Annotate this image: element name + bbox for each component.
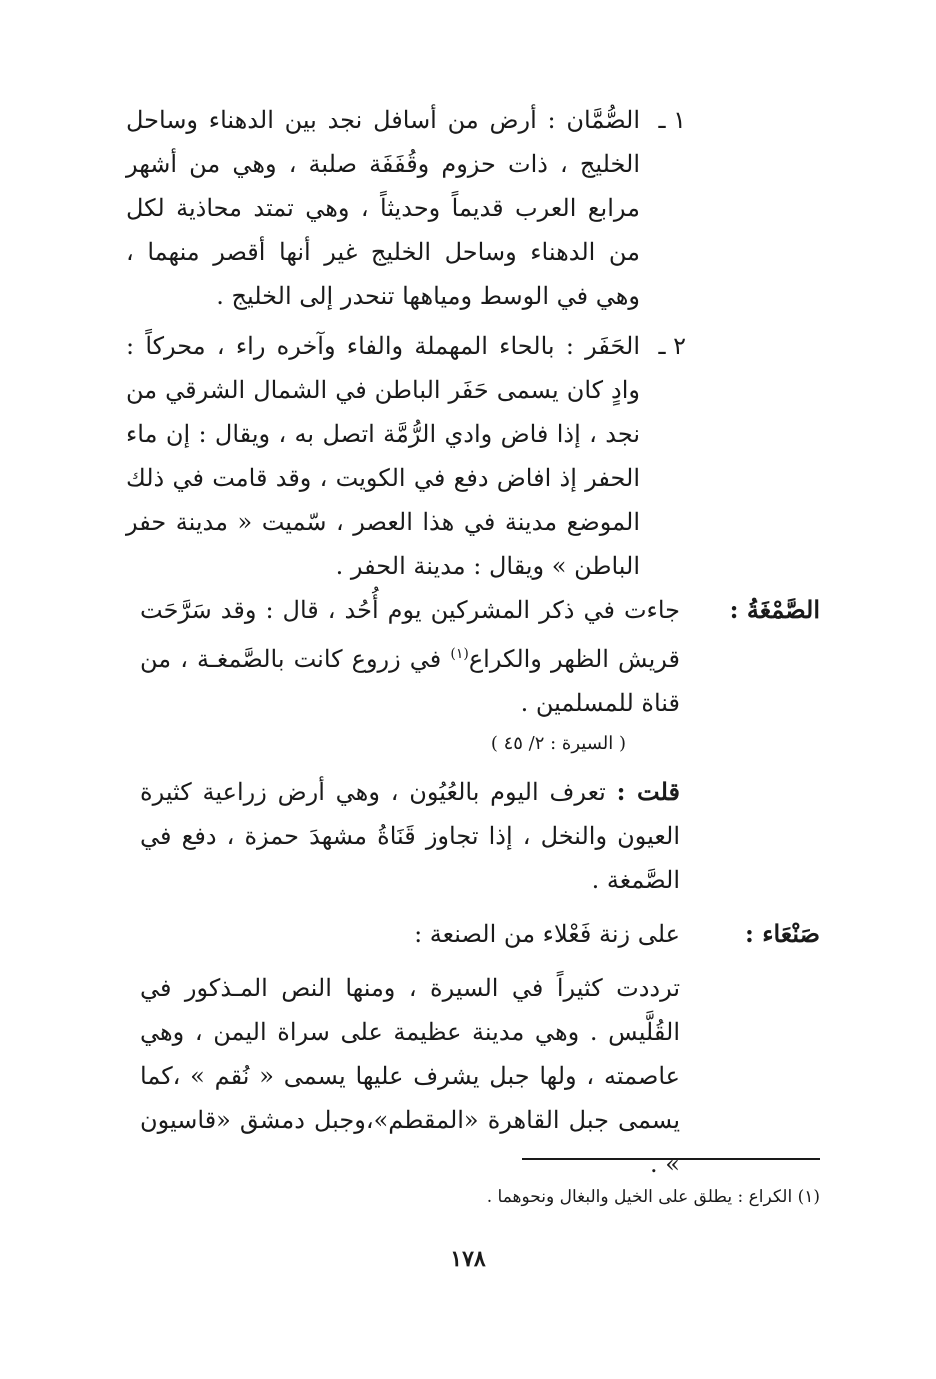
item-text: أرض من أسافل نجد بين الدهناء وساحل الخليج ، ذات حزوم وقُفَفَة صلبة ، وهي من أشهر مرابع العرب قديماً وحديثاً ، وهي تمتد محاذية لكل من الدهناء وساحل الخليج غير أنها أقصر منهما ، وهي في الوسط ومياهها تنحدر إلى الخليج . (126, 106, 640, 310)
item-label: الصُّمَّان : (547, 106, 640, 134)
entry-samgha (0, 588, 820, 725)
footnote-rule (522, 1158, 820, 1160)
entry-heading: الصَّمْغَةُ : (729, 595, 820, 624)
item-text: بالحاء المهملة والفاء وآخره راء ، محركاً : وادٍ كان يسمى حَفَر الباطن في الشمال الشرقي من نجد ، إذا فاض وادي الرُّمَّة اتصل به ، ويقال : إن ماء الحفر إذ افاض دفع في الكويت ، وقد قامت في ذلك الموضع مدينة في هذا العصر ، سّميت « مدينة حفر الباطن » ويقال : مدينة الحفر . (126, 332, 640, 580)
entry-intro: على زنة فَعْلاء من الصنعة : (414, 920, 680, 948)
numbered-item-2 (126, 324, 686, 588)
numbered-item-1 (126, 98, 686, 318)
entry-sanaa (0, 912, 820, 956)
footnote: (١) الكراع : يطلق على الخيل والبغال ونحوهما . (486, 1187, 820, 1207)
item-number: ١ ـ (658, 106, 686, 134)
entry-heading: صَنْعَاء : (744, 919, 820, 948)
item-body (126, 324, 640, 588)
sanaa-paragraph: ترددت كثيراً في السيرة ، ومنها النص المـذكور في القُلَّيس . وهي مدينة عظيمة على سراة اليمن ، وهي عاصمته ، ولها جبل يشرف عليها يسمى « نُقم » ،كما يسمى جبل القاهرة «المقطم»،وجبل دمشق «قاسيون » . (140, 974, 680, 1178)
note-label: قلت : (616, 777, 681, 806)
note-paragraph (140, 770, 680, 902)
item-number: ٢ ـ (658, 332, 686, 360)
entry-text: جاءت في ذكر المشركين يوم أُحُد ، قال : وقد سَرَّحَت قريش الظهر والكراع (140, 596, 680, 673)
footnote-marker: (١) (450, 646, 469, 662)
entry-text-cont: في زروع كانت بالصَّمغـة ، من قناة للمسلمين . (140, 645, 680, 717)
page-number: ١٧٨ (450, 1246, 486, 1272)
note-text: تعرف اليوم بالعُيُون ، وهي أرض زراعية كثيرة العيون والنخل ، إذا تجاوز قَنَاةُ مشهدَ حمزة ، دفع في الصَّمغة . (140, 778, 680, 894)
citation: ( السيرة : ٢/ ٤٥ ) (490, 733, 626, 754)
item-body (126, 98, 640, 318)
item-label: الحَفَر : (565, 332, 641, 360)
entry-body (140, 588, 680, 725)
